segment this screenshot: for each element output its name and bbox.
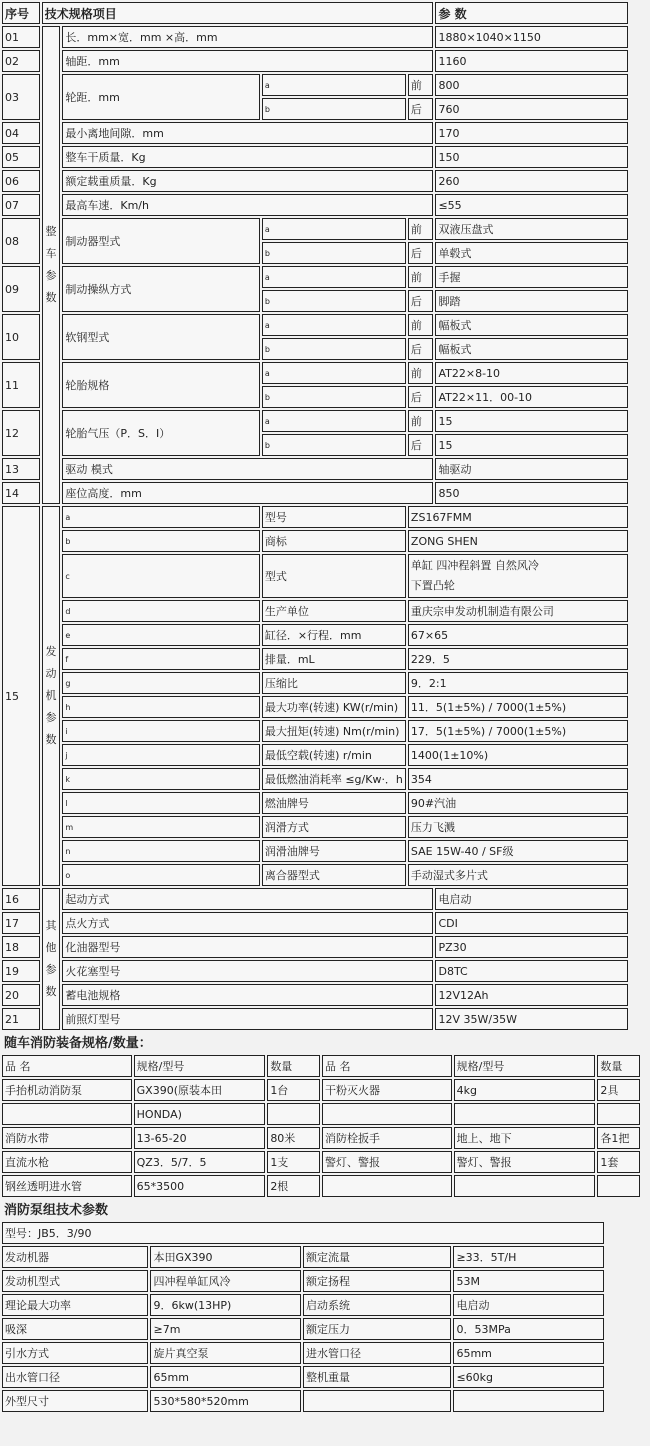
row-number: 18 <box>2 936 40 958</box>
row-value: 幅板式 <box>435 338 628 360</box>
sub-key: a <box>262 218 406 240</box>
equipment-cell: 80米 <box>267 1127 320 1149</box>
header-no: 序号 <box>2 2 40 24</box>
equipment-cell: 干粉灭火器 <box>322 1079 452 1101</box>
row-number: 21 <box>2 1008 40 1030</box>
engine-key: j <box>62 744 259 766</box>
row-number: 17 <box>2 912 40 934</box>
engine-value: 重庆宗申发动机制造有限公司 <box>408 600 628 622</box>
sub-position: 前 <box>408 314 434 336</box>
pump-cell: 引水方式 <box>2 1342 148 1364</box>
pump-row <box>2 1318 604 1340</box>
row-number: 08 <box>2 218 40 264</box>
engine-row <box>2 696 628 718</box>
row-number: 13 <box>2 458 40 480</box>
row-number: 02 <box>2 50 40 72</box>
row-value: 12V 35W/35W <box>435 1008 628 1030</box>
row-value: 12V12Ah <box>435 984 628 1006</box>
equipment-header-row <box>2 1055 640 1077</box>
row-item: 制动操纵方式 <box>62 266 259 312</box>
equipment-cell <box>597 1103 640 1125</box>
sub-key: b <box>262 242 406 264</box>
equipment-cell: 警灯、警报 <box>322 1151 452 1173</box>
engine-row <box>2 792 628 814</box>
row-value: 轴驱动 <box>435 458 628 480</box>
pump-cell: 吸深 <box>2 1318 148 1340</box>
row-number: 06 <box>2 170 40 192</box>
engine-value: 9．2:1 <box>408 672 628 694</box>
equipment-cell: 1台 <box>267 1079 320 1101</box>
spec-row <box>2 170 628 192</box>
engine-item: 离合器型式 <box>262 864 406 886</box>
row-item: 制动器型式 <box>62 218 259 264</box>
equipment-cell: 1套 <box>597 1151 640 1173</box>
pump-cell: 530*580*520mm <box>150 1390 301 1412</box>
row-number: 19 <box>2 960 40 982</box>
row-value: 1880×1040×1150 <box>435 26 628 48</box>
engine-value: 354 <box>408 768 628 790</box>
sub-key: a <box>262 410 406 432</box>
engine-key: k <box>62 768 259 790</box>
engine-key: a <box>62 506 259 528</box>
engine-item: 最大功率(转速) KW(r/min) <box>262 696 406 718</box>
equipment-row <box>2 1079 640 1101</box>
spec-row <box>2 146 628 168</box>
pump-cell: ≤60kg <box>453 1366 604 1388</box>
spec-header-row <box>2 2 628 24</box>
engine-key: b <box>62 530 259 552</box>
engine-key: m <box>62 816 259 838</box>
equipment-cell: HONDA) <box>134 1103 266 1125</box>
row-value: PZ30 <box>435 936 628 958</box>
row-value: 15 <box>435 434 628 456</box>
equipment-cell <box>454 1175 596 1197</box>
row-number: 04 <box>2 122 40 144</box>
row-number: 10 <box>2 314 40 360</box>
row-item: 整车干质量．Kg <box>62 146 433 168</box>
engine-item: 压缩比 <box>262 672 406 694</box>
group-other: 其他参数 <box>42 888 61 1030</box>
other-row <box>2 888 628 910</box>
sub-position: 后 <box>408 98 434 120</box>
sub-position: 后 <box>408 338 434 360</box>
other-row <box>2 912 628 934</box>
equipment-row <box>2 1103 640 1125</box>
equipment-header: 数量 <box>267 1055 320 1077</box>
header-item: 技术规格项目 <box>42 2 434 24</box>
engine-row <box>2 648 628 670</box>
sub-position: 前 <box>408 410 434 432</box>
equipment-row <box>2 1175 640 1197</box>
engine-value: 229．5 <box>408 648 628 670</box>
sub-key: b <box>262 98 406 120</box>
row-value: 150 <box>435 146 628 168</box>
equipment-cell: 2根 <box>267 1175 320 1197</box>
pump-cell: 额定流量 <box>303 1246 451 1268</box>
row-value: 双液压盘式 <box>435 218 628 240</box>
row-value: 260 <box>435 170 628 192</box>
sub-key: b <box>262 386 406 408</box>
equipment-header: 品 名 <box>322 1055 452 1077</box>
equipment-cell: 地上、地下 <box>454 1127 596 1149</box>
row-number: 09 <box>2 266 40 312</box>
engine-key: g <box>62 672 259 694</box>
row-number: 20 <box>2 984 40 1006</box>
engine-item: 最低燃油消耗率 ≤g/Kw·．h <box>262 768 406 790</box>
equipment-cell <box>454 1103 596 1125</box>
row-value: 15 <box>435 410 628 432</box>
row-item: 点火方式 <box>62 912 433 934</box>
engine-value-line: 单缸 四冲程斜置 自然风冷 <box>410 559 539 572</box>
sub-key: b <box>262 290 406 312</box>
pump-cell: 65mm <box>150 1366 301 1388</box>
equipment-header: 品 名 <box>2 1055 132 1077</box>
engine-row <box>2 600 628 622</box>
other-row <box>2 936 628 958</box>
spec-row <box>2 266 628 288</box>
equipment-row <box>2 1151 640 1173</box>
equipment-cell: 警灯、警报 <box>454 1151 596 1173</box>
equipment-header: 规格/型号 <box>454 1055 596 1077</box>
engine-row <box>2 744 628 766</box>
pump-cell: 0．53MPa <box>453 1318 604 1340</box>
engine-value: 17．5(1±5%) / 7000(1±5%) <box>408 720 628 742</box>
row-number: 15 <box>2 506 40 886</box>
engine-item: 排量．mL <box>262 648 406 670</box>
row-item: 轮胎规格 <box>62 362 259 408</box>
row-number: 01 <box>2 26 40 48</box>
equipment-cell: 钢丝透明进水管 <box>2 1175 132 1197</box>
row-item: 软钢型式 <box>62 314 259 360</box>
engine-item: 最低空载(转速) r/min <box>262 744 406 766</box>
row-value: 800 <box>435 74 628 96</box>
row-value: 电启动 <box>435 888 628 910</box>
equipment-cell <box>322 1175 452 1197</box>
equipment-cell: 65*3500 <box>134 1175 266 1197</box>
pump-cell: 进水管口径 <box>303 1342 451 1364</box>
pump-cell: 四冲程单缸风冷 <box>150 1270 301 1292</box>
engine-value: ZS167FMM <box>408 506 628 528</box>
engine-value: 90#汽油 <box>408 792 628 814</box>
pump-row <box>2 1342 604 1364</box>
engine-row <box>2 768 628 790</box>
row-item: 化油器型号 <box>62 936 433 958</box>
engine-key: f <box>62 648 259 670</box>
equipment-header: 数量 <box>597 1055 640 1077</box>
pump-row <box>2 1366 604 1388</box>
engine-item: 商标 <box>262 530 406 552</box>
row-item: 轮距．mm <box>62 74 259 120</box>
row-number: 14 <box>2 482 40 504</box>
engine-row <box>2 816 628 838</box>
pump-title: 消防泵组技术参数 <box>4 1203 109 1218</box>
row-value: 幅板式 <box>435 314 628 336</box>
engine-item: 润滑油牌号 <box>262 840 406 862</box>
row-item: 驱动 模式 <box>62 458 433 480</box>
pump-model: 型号：JB5．3/90 <box>2 1222 604 1244</box>
pump-cell: 额定压力 <box>303 1318 451 1340</box>
spec-row <box>2 362 628 384</box>
equipment-cell: 1支 <box>267 1151 320 1173</box>
pump-cell: 本田GX390 <box>150 1246 301 1268</box>
row-value: 1160 <box>435 50 628 72</box>
pump-cell: 发动机型式 <box>2 1270 148 1292</box>
pump-table <box>0 1220 606 1414</box>
equipment-cell: 直流水枪 <box>2 1151 132 1173</box>
engine-item: 生产单位 <box>262 600 406 622</box>
engine-value: 67×65 <box>408 624 628 646</box>
row-value: D8TC <box>435 960 628 982</box>
row-item: 最高车速．Km/h <box>62 194 433 216</box>
row-item: 长．mm×宽．mm ×高．mm <box>62 26 433 48</box>
pump-cell: 出水管口径 <box>2 1366 148 1388</box>
spec-row <box>2 122 628 144</box>
engine-item: 型式 <box>262 554 406 598</box>
group-vehicle: 整车参数 <box>42 26 61 504</box>
spec-row <box>2 314 628 336</box>
sub-position: 前 <box>408 362 434 384</box>
row-item: 起动方式 <box>62 888 433 910</box>
pump-cell: ≥7m <box>150 1318 301 1340</box>
equipment-cell <box>267 1103 320 1125</box>
pump-cell: 理论最大功率 <box>2 1294 148 1316</box>
pump-cell: 旋片真空泵 <box>150 1342 301 1364</box>
spec-row <box>2 218 628 240</box>
engine-value: SAE 15W-40 / SF级 <box>408 840 628 862</box>
row-number: 07 <box>2 194 40 216</box>
equipment-cell: 消防水带 <box>2 1127 132 1149</box>
spec-row <box>2 482 628 504</box>
pump-cell: ≥33．5T/H <box>453 1246 604 1268</box>
pump-cell: 启动系统 <box>303 1294 451 1316</box>
sub-key: a <box>262 362 406 384</box>
equipment-row <box>2 1127 640 1149</box>
row-value: CDI <box>435 912 628 934</box>
row-number: 12 <box>2 410 40 456</box>
engine-item: 型号 <box>262 506 406 528</box>
row-item: 轮胎气压（P．S．I） <box>62 410 259 456</box>
equipment-header: 规格/型号 <box>134 1055 266 1077</box>
engine-row <box>2 530 628 552</box>
pump-cell: 额定扬程 <box>303 1270 451 1292</box>
equipment-cell <box>322 1103 452 1125</box>
sub-key: b <box>262 338 406 360</box>
engine-value: ZONG SHEN <box>408 530 628 552</box>
pump-row <box>2 1246 604 1268</box>
equipment-table <box>0 1053 642 1199</box>
equipment-cell: 手抬机动消防泵 <box>2 1079 132 1101</box>
sub-key: a <box>262 74 406 96</box>
pump-cell: 整机重量 <box>303 1366 451 1388</box>
pump-cell: 外型尺寸 <box>2 1390 148 1412</box>
pump-row <box>2 1294 604 1316</box>
engine-key: d <box>62 600 259 622</box>
equipment-title: 随车消防装备规格/数量： <box>4 1036 152 1051</box>
engine-value-line: 下置凸轮 <box>410 579 455 592</box>
engine-value: 手动湿式多片式 <box>408 864 628 886</box>
engine-key: n <box>62 840 259 862</box>
engine-row <box>2 554 628 598</box>
engine-row <box>2 624 628 646</box>
equipment-cell: 13-65-20 <box>134 1127 266 1149</box>
row-value: 170 <box>435 122 628 144</box>
engine-item: 缸径．×行程．mm <box>262 624 406 646</box>
pump-cell: 发动机器 <box>2 1246 148 1268</box>
sub-position: 前 <box>408 266 434 288</box>
spec-row <box>2 410 628 432</box>
engine-item: 最大扭矩(转速) Nm(r/min) <box>262 720 406 742</box>
row-number: 05 <box>2 146 40 168</box>
row-item: 前照灯型号 <box>62 1008 433 1030</box>
row-number: 03 <box>2 74 40 120</box>
engine-key: o <box>62 864 259 886</box>
other-row <box>2 1008 628 1030</box>
other-row <box>2 984 628 1006</box>
sub-position: 后 <box>408 242 434 264</box>
spec-row <box>2 458 628 480</box>
row-value: ≤55 <box>435 194 628 216</box>
engine-key: l <box>62 792 259 814</box>
equipment-cell: 4kg <box>454 1079 596 1101</box>
equipment-cell: GX390(原装本田 <box>134 1079 266 1101</box>
sub-key: a <box>262 266 406 288</box>
sub-position: 后 <box>408 434 434 456</box>
sub-key: a <box>262 314 406 336</box>
other-row <box>2 960 628 982</box>
sub-position: 后 <box>408 290 434 312</box>
pump-cell <box>303 1390 451 1412</box>
row-value: AT22×11．00-10 <box>435 386 628 408</box>
row-value: 手握 <box>435 266 628 288</box>
engine-value <box>408 554 628 598</box>
row-value: 760 <box>435 98 628 120</box>
engine-item: 润滑方式 <box>262 816 406 838</box>
engine-value: 压力飞溅 <box>408 816 628 838</box>
pump-row <box>2 1390 604 1412</box>
equipment-cell: 2具 <box>597 1079 640 1101</box>
sub-position: 前 <box>408 218 434 240</box>
engine-row <box>2 720 628 742</box>
row-value: AT22×8-10 <box>435 362 628 384</box>
equipment-cell: 各1把 <box>597 1127 640 1149</box>
pump-cell: 电启动 <box>453 1294 604 1316</box>
row-item: 额定载重质量．Kg <box>62 170 433 192</box>
spec-row <box>2 26 628 48</box>
pump-model-row <box>2 1222 604 1244</box>
sub-key: b <box>262 434 406 456</box>
engine-row <box>2 506 628 528</box>
row-value: 850 <box>435 482 628 504</box>
row-item: 座位高度．mm <box>62 482 433 504</box>
row-number: 11 <box>2 362 40 408</box>
row-value: 脚踏 <box>435 290 628 312</box>
engine-key: c <box>62 554 259 598</box>
pump-cell: 53M <box>453 1270 604 1292</box>
row-value: 单毂式 <box>435 242 628 264</box>
spec-row <box>2 194 628 216</box>
engine-row <box>2 864 628 886</box>
equipment-cell: QZ3．5/7．5 <box>134 1151 266 1173</box>
equipment-cell <box>597 1175 640 1197</box>
engine-key: h <box>62 696 259 718</box>
spec-row <box>2 50 628 72</box>
spec-row <box>2 74 628 96</box>
row-number: 16 <box>2 888 40 910</box>
pump-cell: 65mm <box>453 1342 604 1364</box>
header-param: 参 数 <box>435 2 628 24</box>
engine-row <box>2 840 628 862</box>
equipment-cell <box>2 1103 132 1125</box>
engine-key: e <box>62 624 259 646</box>
engine-key: i <box>62 720 259 742</box>
row-item: 最小离地间隙．mm <box>62 122 433 144</box>
engine-row <box>2 672 628 694</box>
row-item: 轴距．mm <box>62 50 433 72</box>
equipment-cell: 消防栓扳手 <box>322 1127 452 1149</box>
group-engine: 发动机参数 <box>42 506 61 886</box>
row-item: 火花塞型号 <box>62 960 433 982</box>
pump-cell: 9．6kw(13HP) <box>150 1294 301 1316</box>
sub-position: 后 <box>408 386 434 408</box>
pump-row <box>2 1270 604 1292</box>
row-item: 蓄电池规格 <box>62 984 433 1006</box>
engine-item: 燃油牌号 <box>262 792 406 814</box>
pump-cell <box>453 1390 604 1412</box>
engine-value: 1400(1±10%) <box>408 744 628 766</box>
sub-position: 前 <box>408 74 434 96</box>
engine-value: 11．5(1±5%) / 7000(1±5%) <box>408 696 628 718</box>
